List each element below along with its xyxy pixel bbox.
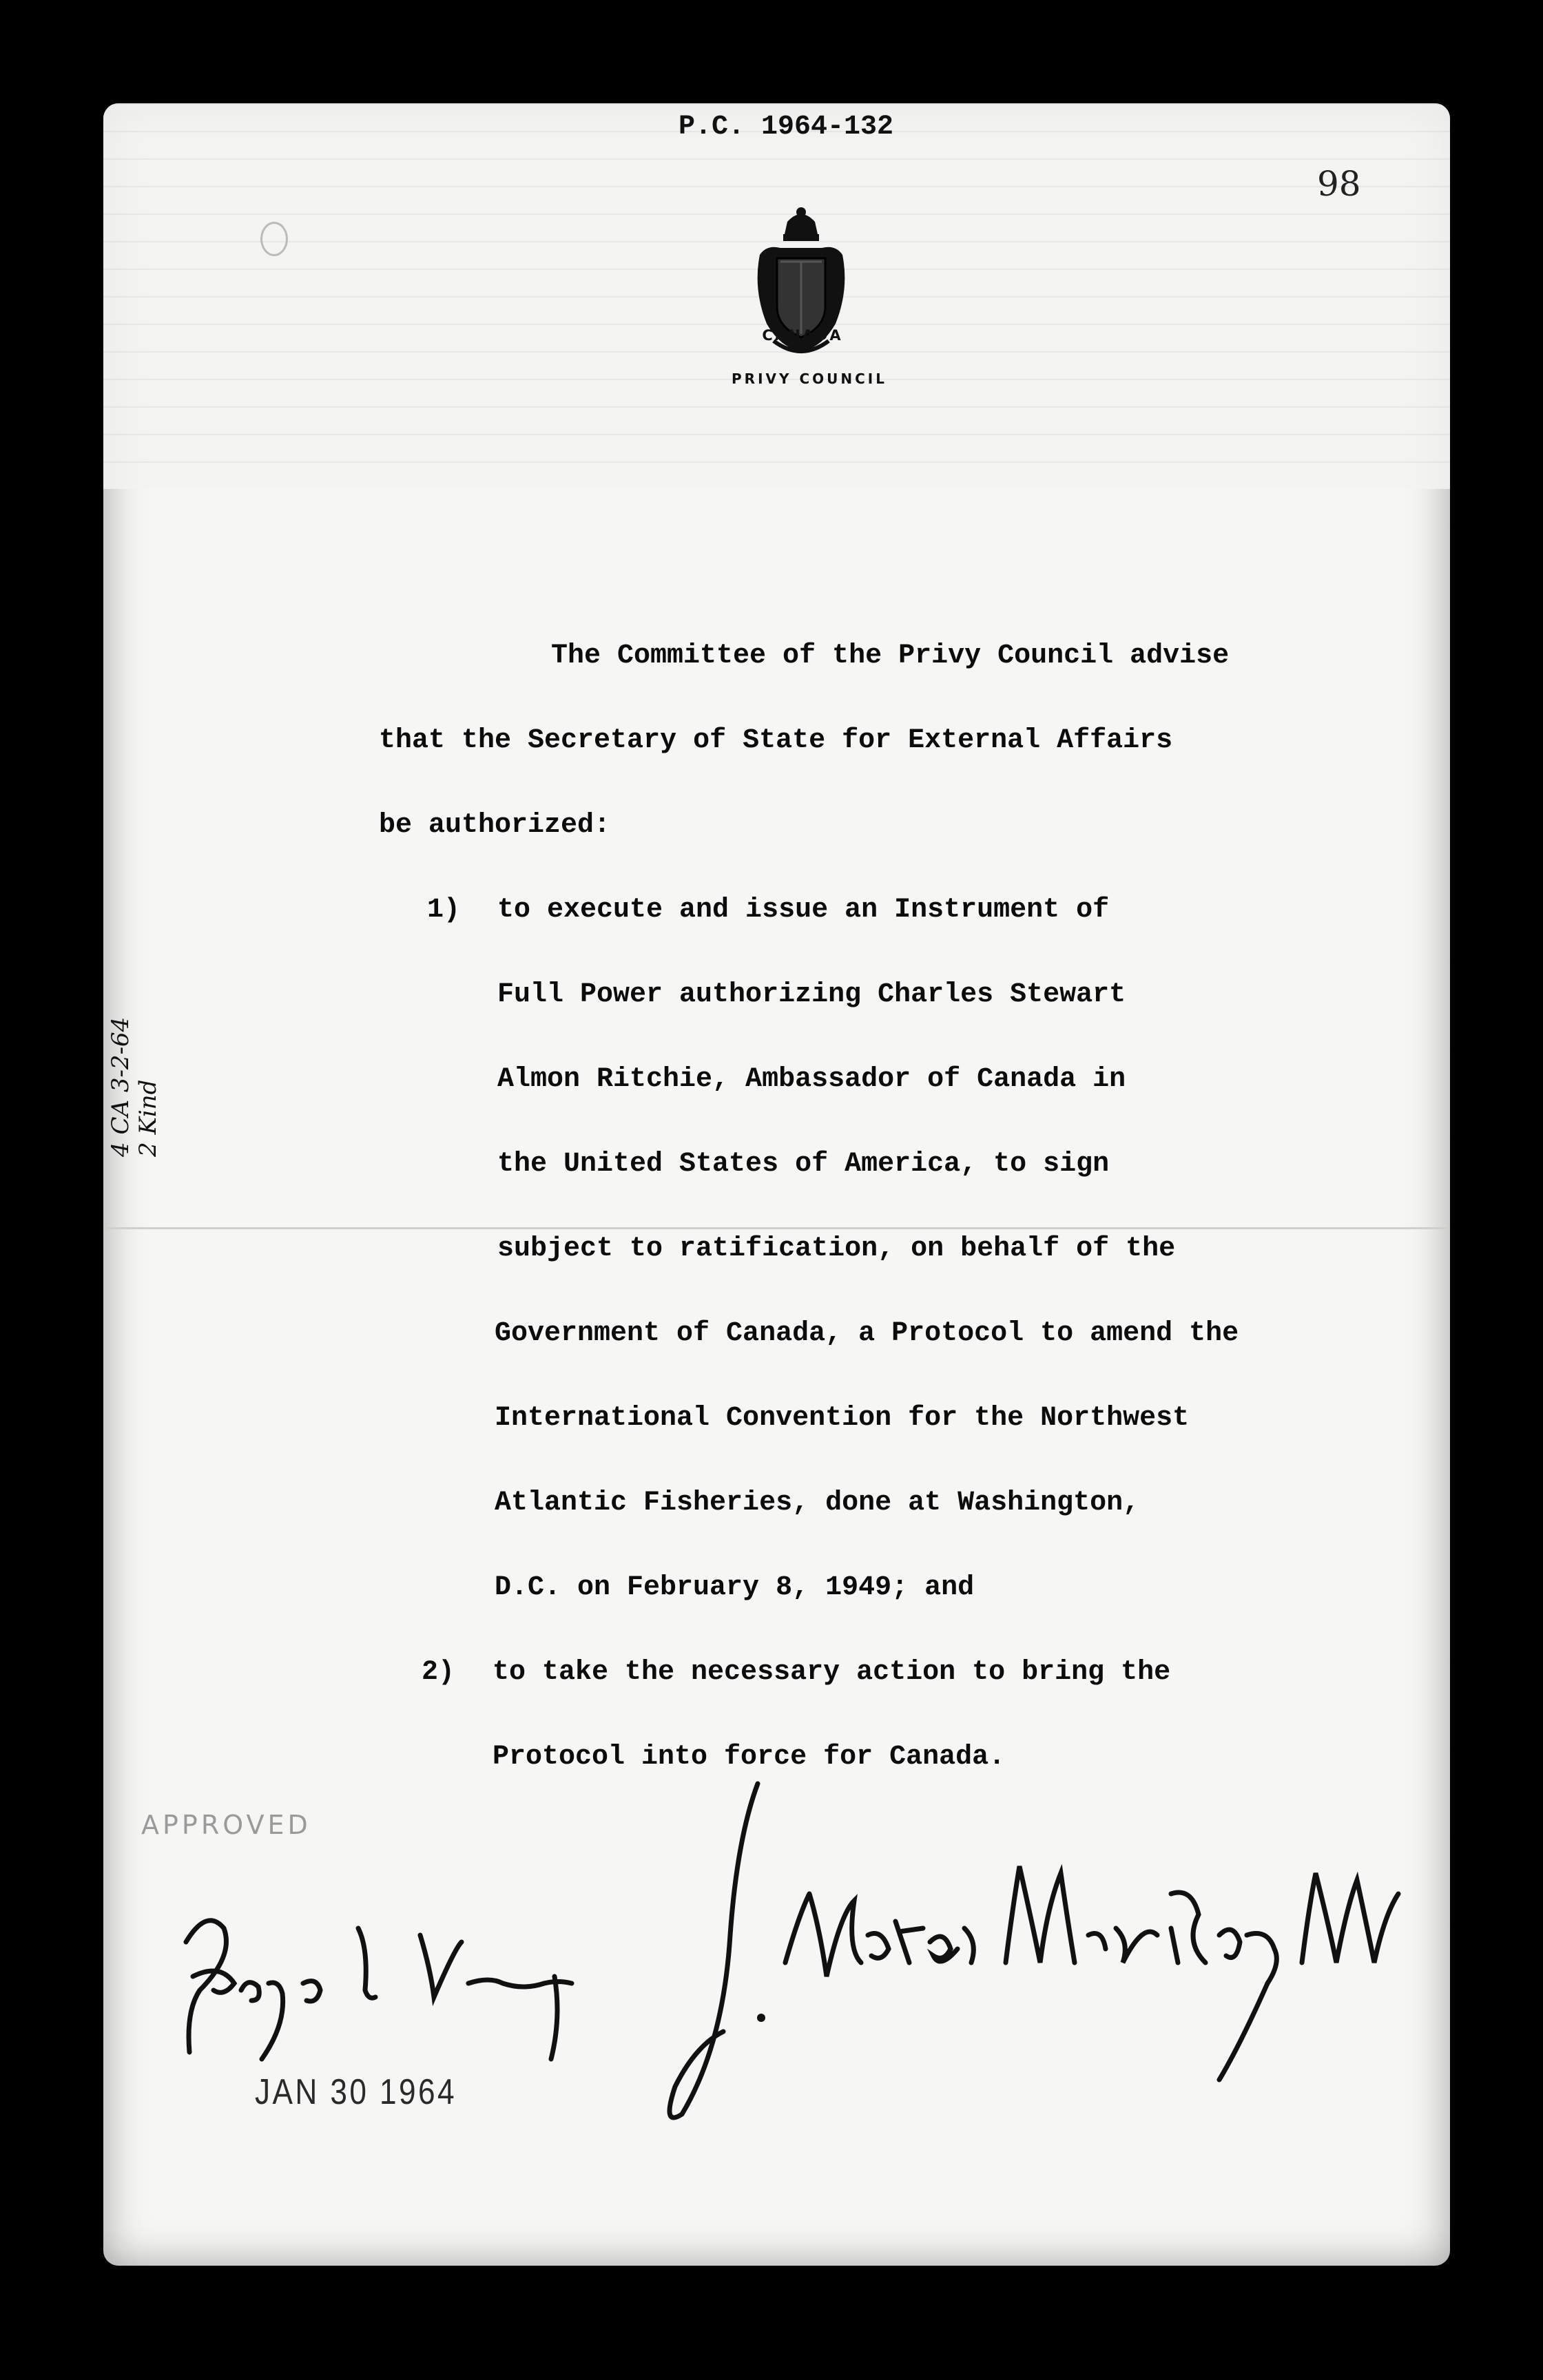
body-line: The Committee of the Privy Council advise xyxy=(551,640,1230,671)
canada-coat-of-arms-icon xyxy=(739,172,863,399)
list-marker-1: 1) xyxy=(427,895,461,926)
signature-governor-general xyxy=(158,1880,586,2087)
approved-stamp-label: APPROVED xyxy=(141,1810,311,1840)
body-line: that the Secretary of State for External Affairs xyxy=(379,725,1173,756)
margin-note-line-2: 2 Kind xyxy=(134,1079,162,1157)
handwritten-margin-note xyxy=(107,1017,162,1157)
margin-note-line-1: 4 CA 3-2-64 xyxy=(107,1016,134,1157)
body-line: Almon Ritchie, Ambassador of Canada in xyxy=(497,1064,1126,1095)
body-line: Full Power authorizing Charles Stewart xyxy=(497,979,1126,1010)
body-line: Atlantic Fisheries, done at Washington, xyxy=(495,1488,1140,1518)
body-line: International Convention for the Northwest xyxy=(495,1403,1190,1434)
body-line: Government of Canada, a Protocol to amend the xyxy=(495,1318,1239,1349)
body-line: the United States of America, to sign xyxy=(497,1149,1110,1180)
document-page xyxy=(103,103,1450,2266)
body-line: to execute and issue an Instrument of xyxy=(497,895,1110,926)
order-number: P.C. 1964-132 xyxy=(679,112,894,143)
fold-line xyxy=(103,1227,1450,1229)
signature-clerk xyxy=(620,1756,1447,2128)
body-line: to take the necessary action to bring the xyxy=(493,1657,1171,1688)
list-marker-2: 2) xyxy=(422,1657,455,1688)
header-privy-council: PRIVY COUNCIL xyxy=(732,370,887,387)
body-line: be authorized: xyxy=(379,810,611,841)
body-line: D.C. on February 8, 1949; and xyxy=(495,1572,975,1603)
body-line: subject to ratification, on behalf of the xyxy=(497,1233,1176,1264)
body-line: Protocol into force for Canada. xyxy=(493,1742,1006,1773)
punch-hole-mark xyxy=(260,222,288,256)
header-country: CANADA xyxy=(762,327,843,344)
approval-date-stamp: JAN 30 1964 xyxy=(255,2072,457,2112)
page-number: 98 xyxy=(1317,164,1361,204)
